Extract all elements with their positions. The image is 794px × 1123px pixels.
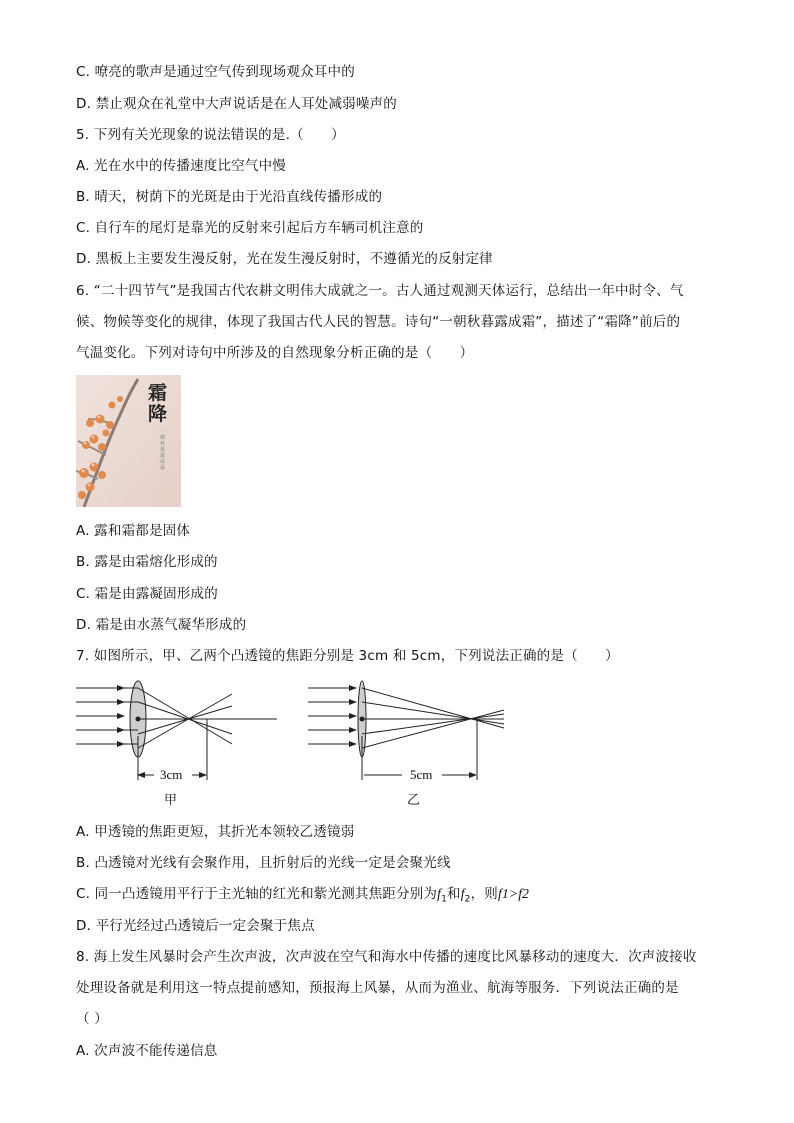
line-q6-2: 候、物候等变化的规律，体现了我国古代人民的智慧。诗句“一朝秋暮露成霜”，描述了“霜降”前后的 bbox=[76, 314, 681, 330]
q7c-and: 和 bbox=[447, 886, 461, 902]
q7c-f1: f bbox=[437, 886, 442, 901]
label-3cm: 3cm bbox=[160, 767, 183, 782]
q7c-sub2: 2 bbox=[464, 894, 471, 905]
q7c-sub1: 1 bbox=[441, 894, 447, 905]
line-q4c: C. 嘹亮的歌声是通过空气传到现场观众耳中的 bbox=[76, 64, 355, 80]
line-q7b: B. 凸透镜对光线有会聚作用，且折射后的光线一定是会聚光线 bbox=[76, 855, 451, 871]
photo-title: 霜降 bbox=[148, 382, 168, 425]
line-q6d: D. 霜是由水蒸气凝华形成的 bbox=[76, 617, 247, 633]
line-q5b: B. 晴天，树荫下的光斑是由于光沿直线传播形成的 bbox=[76, 189, 383, 205]
line-q6c: C. 霜是由露凝固形成的 bbox=[76, 586, 218, 602]
line-q5d: D. 黑板上主要发生漫反射，光在发生漫反射时，不遵循光的反射定律 bbox=[76, 251, 493, 267]
line-q6a: A. 露和霜都是固体 bbox=[76, 523, 191, 539]
label-yi: 乙 bbox=[407, 792, 421, 807]
lens-diagram bbox=[72, 676, 512, 816]
line-q4d: D. 禁止观众在礼堂中大声说话是在人耳处减弱噪声的 bbox=[76, 96, 397, 112]
line-q8-2: 处理设备就是利用这一特点提前感知，预报海上风暴，从而为渔业、航海等服务．下列说法正确的是 bbox=[76, 980, 679, 996]
line-q7c bbox=[76, 885, 529, 909]
line-q8a: A. 次声波不能传递信息 bbox=[76, 1043, 218, 1059]
lens-b bbox=[308, 681, 504, 780]
line-q8-1: 8. 海上发生风暴时会产生次声波，次声波在空气和海水中传播的速度比风暴移动的速度大．次声波接收 bbox=[76, 949, 697, 965]
q7c-then: ，则 bbox=[470, 886, 498, 902]
line-q7: 7. 如图所示，甲、乙两个凸透镜的焦距分别是 3cm 和 5cm，下列说法正确的是（ ） bbox=[76, 648, 619, 664]
line-q5c: C. 自行车的尾灯是靠光的反射来引起后方车辆司机注意的 bbox=[76, 220, 424, 236]
label-5cm: 5cm bbox=[410, 767, 433, 782]
line-q5a: A. 光在水中的传播速度比空气中慢 bbox=[76, 158, 286, 174]
line-q6-1: 6. “二十四节气”是我国古代农耕文明伟大成就之一。古人通过观测天体运行，总结出一年中时令、气 bbox=[76, 283, 684, 299]
q7c-relation: f1>f2 bbox=[498, 886, 530, 901]
line-q7d: D. 平行光经过凸透镜后一定会聚于焦点 bbox=[76, 918, 315, 934]
q7c-f2: f bbox=[460, 886, 465, 901]
label-jia: 甲 bbox=[164, 792, 178, 807]
line-q8-3: （ ） bbox=[76, 1011, 108, 1027]
q7c-text: C. 同一凸透镜用平行于主光轴的红光和紫光测其焦距分别为 bbox=[76, 886, 438, 902]
lens-a bbox=[76, 681, 277, 780]
photo-caption: 一朝秋暮露成霜 bbox=[160, 429, 166, 471]
line-q5: 5. 下列有关光现象的说法错误的是.（ ） bbox=[76, 127, 345, 143]
line-q7a: A. 甲透镜的焦距更短，其折光本领较乙透镜弱 bbox=[76, 824, 355, 840]
line-q6-3: 气温变化。下列对诗句中所涉及的自然现象分析正确的是（ ） bbox=[76, 345, 474, 361]
line-q6b: B. 露是由霜熔化形成的 bbox=[76, 554, 218, 570]
frost-photo bbox=[76, 375, 181, 507]
